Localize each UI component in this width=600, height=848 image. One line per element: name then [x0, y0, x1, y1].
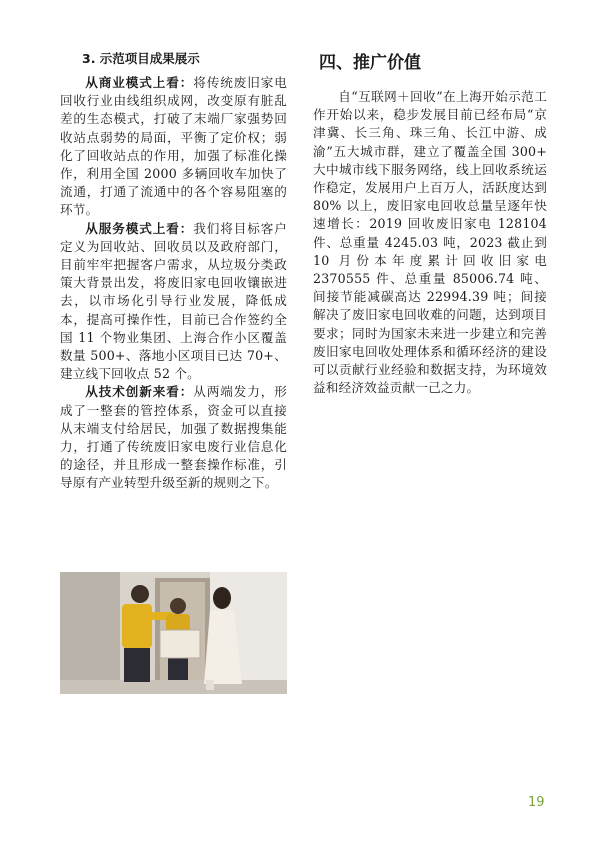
paragraph-text: 从两端发力，形成了一整套的管控体系，资金可以直接从末端支付给居民，加强了数据搜集能力，打通了传统废旧家电废行业信息化的途径，并且形成一整套操作标准，引导原有产业转型升级至新的规则之下。 — [60, 384, 287, 491]
paragraph-text: 将传统废旧家电回收行业由线组织成网，改变原有脏乱差的生态模式，打破了末端厂家强势回收站点弱势的局面，平衡了定价权；弱化了回收站点的作用，加强了标准化操作，利用全国 2000 多辆回收车加快了流通，打通了流通中的各个容易阻塞的环节。 — [60, 75, 287, 218]
section-heading: 四、推广价值 — [319, 53, 421, 73]
paragraph-lead: 从服务模式上看： — [85, 220, 194, 236]
recycling-workers-photo — [60, 572, 287, 694]
paragraph-tech-innovation — [60, 383, 287, 492]
photo-illustration — [60, 572, 287, 694]
paragraph-service-model — [60, 220, 287, 384]
left-column — [60, 50, 287, 493]
right-column — [313, 50, 547, 397]
paragraph-promotion-value: 自“互联网＋回收”在上海开始示范工作开始以来，稳步发展目前已经布局“京津冀、长三角、珠三角、长江中游、成渝”五大城市群，建立了覆盖全国 300+ 大中城市线下服务网络，线上回收系统运作稳定，发展用户上百万人，活跃度达到 80% 以上，废旧家电回收总量呈逐年快速增长：2019 回收废旧家电 128104 件、总重量 4245.03 吨，2023 截止到 10 月份本年度累计回收旧家电 2370555 件、总重量 85006.74 吨、间接节能减碳高达 22994.39 吨；间接解决了废旧家电回收难的问题，达到项目要求；同时为国家未来进一步建立和完善废旧家电回收处理体系和循环经济的建设可以贡献行业经验和数据支持，为环境效益和经济效益贡献一己之力。 — [313, 89, 547, 396]
paragraph-lead: 从商业模式上看： — [85, 75, 194, 90]
paragraph-lead: 从技术创新来看： — [85, 384, 194, 400]
page-number: 19 — [528, 795, 545, 810]
paragraph-business-model — [60, 74, 287, 220]
subsection-title: 3. 示范项目成果展示 — [82, 51, 200, 66]
paragraph-text: 我们将目标客户定义为回收站、回收员以及政府部门，目前牢牢把握客户需求，从垃圾分类政策大背景出发，将废旧家电回收镶嵌进去，以市场化引导行业发展，降低成本，提高可操作性，目前已合作签约全国 11 个物业集团、上海合作小区覆盖数量 500+、落地小区项目已达 70+、建立线下回收点 52 个。 — [60, 220, 287, 382]
